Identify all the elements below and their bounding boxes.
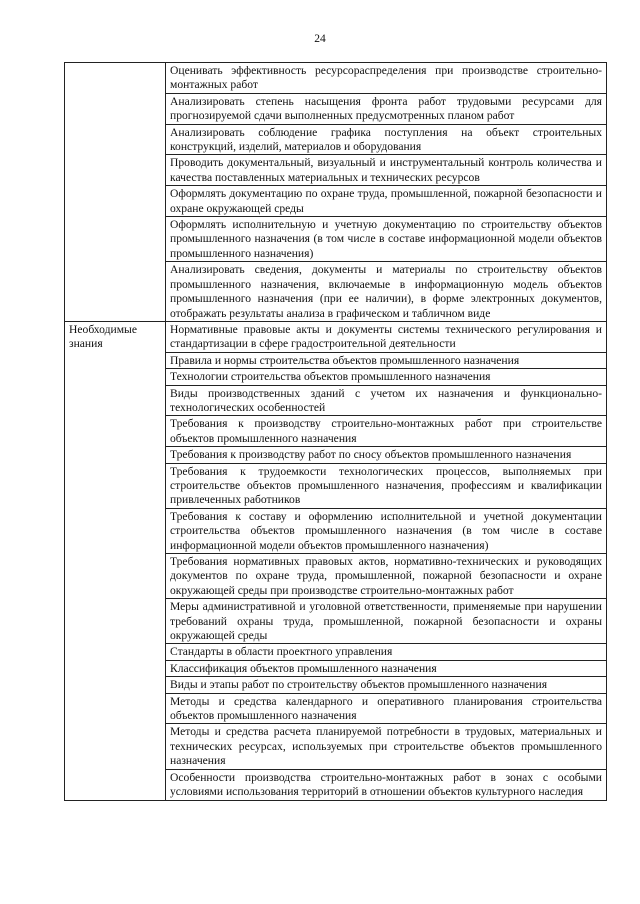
table-row bbox=[65, 321, 607, 352]
knowledge-item: Требования к трудоемкости технологических процессов, выполняемых при строительстве объектов промышленного назначения, профессиям и квалификации привлеченных работников bbox=[166, 463, 607, 508]
knowledge-item: Технологии строительства объектов промышленного назначения bbox=[166, 369, 607, 385]
ability-item: Анализировать соблюдение графика поступления на объект строительных конструкций, изделий, материалов и оборудования bbox=[166, 124, 607, 155]
knowledge-item: Методы и средства расчета планируемой потребности в трудовых, материальных и технических ресурсах, используемых при строительстве объектов промышленного назначения bbox=[166, 724, 607, 769]
knowledge-item: Требования к составу и оформлению исполнительной и учетной документации строительства объектов промышленного назначения (в том числе в составе информационной модели объектов промышленного назначения) bbox=[166, 508, 607, 553]
knowledge-item: Методы и средства календарного и оперативного планирования строительства объектов промышленного назначения bbox=[166, 693, 607, 724]
table-row bbox=[65, 63, 607, 94]
page-number: 24 bbox=[314, 33, 326, 45]
knowledge-item: Правила и нормы строительства объектов промышленного назначения bbox=[166, 352, 607, 368]
knowledge-item: Классификация объектов промышленного назначения bbox=[166, 660, 607, 676]
requirements-table bbox=[64, 62, 607, 801]
knowledge-item: Стандарты в области проектного управления bbox=[166, 644, 607, 660]
knowledge-item: Виды производственных зданий с учетом их назначения и функционально-технологических особенностей bbox=[166, 385, 607, 416]
knowledge-item: Особенности производства строительно-монтажных работ в зонах с особыми условиями использования территорий в отношении объектов культурного наследия bbox=[166, 769, 607, 800]
ability-item: Оценивать эффективность ресурсораспределения при производстве строительно-монтажных работ bbox=[166, 63, 607, 94]
knowledge-item: Требования нормативных правовых актов, нормативно-технических и руководящих документов по охране труда, промышленной, пожарной безопасности и охране окружающей среды при производстве строительно-монтажных работ bbox=[166, 554, 607, 599]
ability-item: Оформлять документацию по охране труда, промышленной, пожарной безопасности и охране окружающей среды bbox=[166, 186, 607, 217]
abilities-label bbox=[65, 63, 166, 322]
knowledge-item: Требования к производству строительно-монтажных работ при строительстве объектов промышленного назначения bbox=[166, 416, 607, 447]
knowledge-item: Виды и этапы работ по строительству объектов промышленного назначения bbox=[166, 677, 607, 693]
knowledge-item: Нормативные правовые акты и документы системы технического регулирования и стандартизации в сфере градостроительной деятельности bbox=[166, 321, 607, 352]
knowledge-item: Требования к производству работ по сносу объектов промышленного назначения bbox=[166, 447, 607, 463]
ability-item: Проводить документальный, визуальный и инструментальный контроль количества и качества поставленных материальных и технических ресурсов bbox=[166, 155, 607, 186]
knowledge-item: Меры административной и уголовной ответственности, применяемые при нарушении требований охраны труда, промышленной, пожарной безопасности и охраны окружающей среды bbox=[166, 599, 607, 644]
ability-item: Анализировать сведения, документы и материалы по строительству объектов промышленного назначения, включаемые в информационную модель объектов промышленного назначения (при ее наличии), в форме электронных документов, отображать результаты анализа в графическом и табличном виде bbox=[166, 262, 607, 322]
ability-item: Анализировать степень насыщения фронта работ трудовыми ресурсами для прогнозируемой сдачи выполненных предусмотренных планом работ bbox=[166, 93, 607, 124]
knowledge-label: Необходимые знания bbox=[65, 321, 166, 800]
ability-item: Оформлять исполнительную и учетную документацию по строительству объектов промышленного назначения (в том числе в составе информационной модели объектов промышленного назначения) bbox=[166, 217, 607, 262]
